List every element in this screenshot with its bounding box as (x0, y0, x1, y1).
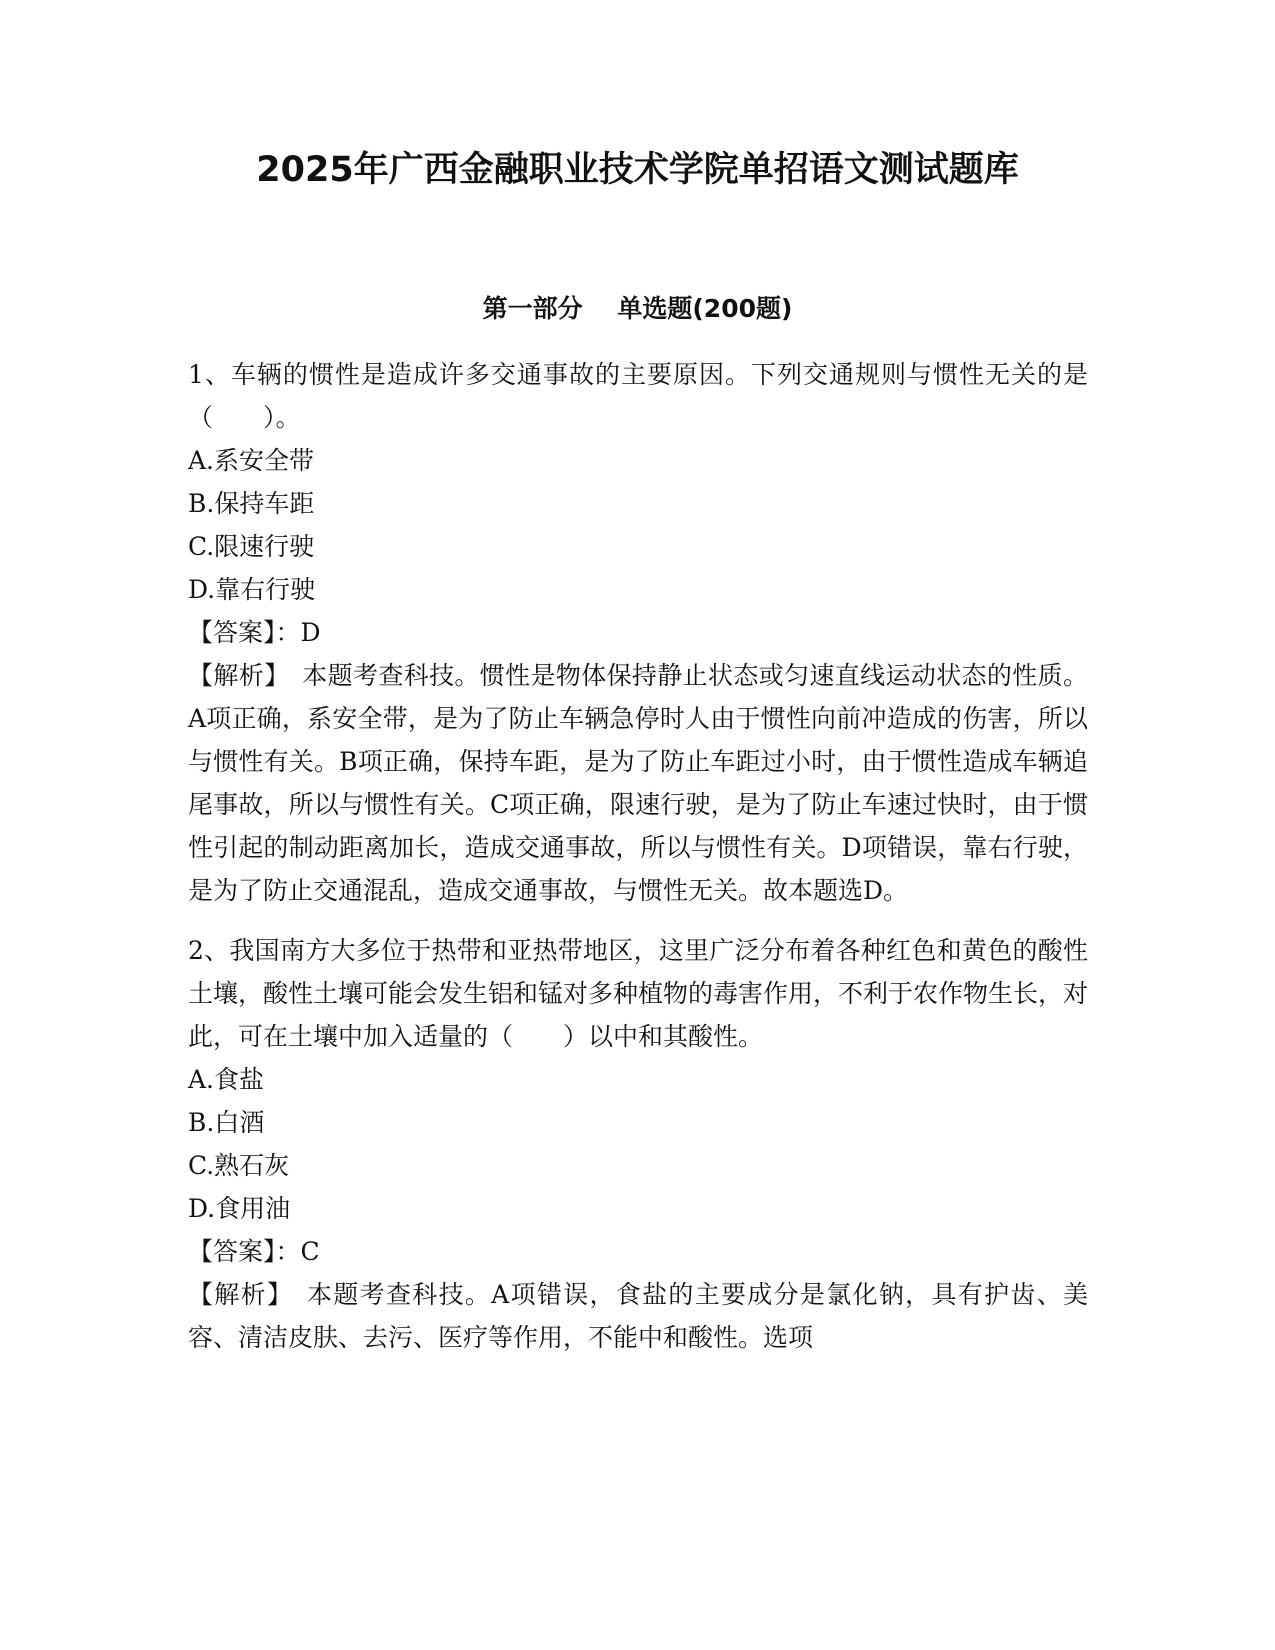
question-stem: 1、车辆的惯性是造成许多交通事故的主要原因。下列交通规则与惯性无关的是（ ）。 (188, 360, 1088, 432)
option-b: B.保持车距 (188, 489, 315, 518)
document-title: 2025年广西金融职业技术学院单招语文测试题库 (256, 150, 1019, 190)
section-title: 第一部分 单选题(200题) (482, 294, 793, 323)
analysis-paragraph (188, 654, 1088, 912)
option-a: A.食盐 (188, 1065, 265, 1094)
answer-line: 【答案】：D (188, 618, 321, 647)
analysis-text: 本题考查科技。A项错误，食盐的主要成分是氯化钠，具有护齿、美容、清洁皮肤、去污、医疗等作用，不能中和酸性。选项 (188, 1280, 1088, 1352)
option-a: A.系安全带 (188, 446, 315, 475)
option-c: C.熟石灰 (188, 1151, 290, 1180)
question-stem: 2、我国南方大多位于热带和亚热带地区，这里广泛分布着各种红色和黄色的酸性土壤，酸性土壤可能会发生铝和锰对多种植物的毒害作用，不利于农作物生长，对此，可在土壤中加入适量的（ ）以中和其酸性。 (188, 936, 1089, 1051)
question-2 (188, 929, 1088, 1359)
analysis-label: 【解析】 (188, 1280, 281, 1309)
option-b: B.白酒 (188, 1108, 265, 1137)
option-d: D.靠右行驶 (188, 575, 316, 604)
answer-line: 【答案】：C (188, 1237, 320, 1266)
option-d: D.食用油 (188, 1194, 291, 1223)
analysis-text: 本题考查科技。惯性是物体保持静止状态或匀速直线运动状态的性质。A项正确，系安全带，是为了防止车辆急停时人由于惯性向前冲造成的伤害，所以与惯性有关。B项正确，保持车距，是为了防止车距过小时，由于惯性造成车辆追尾事故，所以与惯性有关。C项正确，限速行驶，是为了防止车速过快时，由于惯性引起的制动距离加长，造成交通事故，所以与惯性有关。D项错误，靠右行驶，是为了防止交通混乱，造成交通事故，与惯性无关。故本题选D。 (188, 661, 1088, 905)
analysis-label: 【解析】 (188, 661, 277, 690)
question-1 (188, 353, 1088, 912)
option-c: C.限速行驶 (188, 532, 315, 561)
analysis-paragraph (188, 1273, 1088, 1359)
question-list (188, 353, 1088, 1376)
